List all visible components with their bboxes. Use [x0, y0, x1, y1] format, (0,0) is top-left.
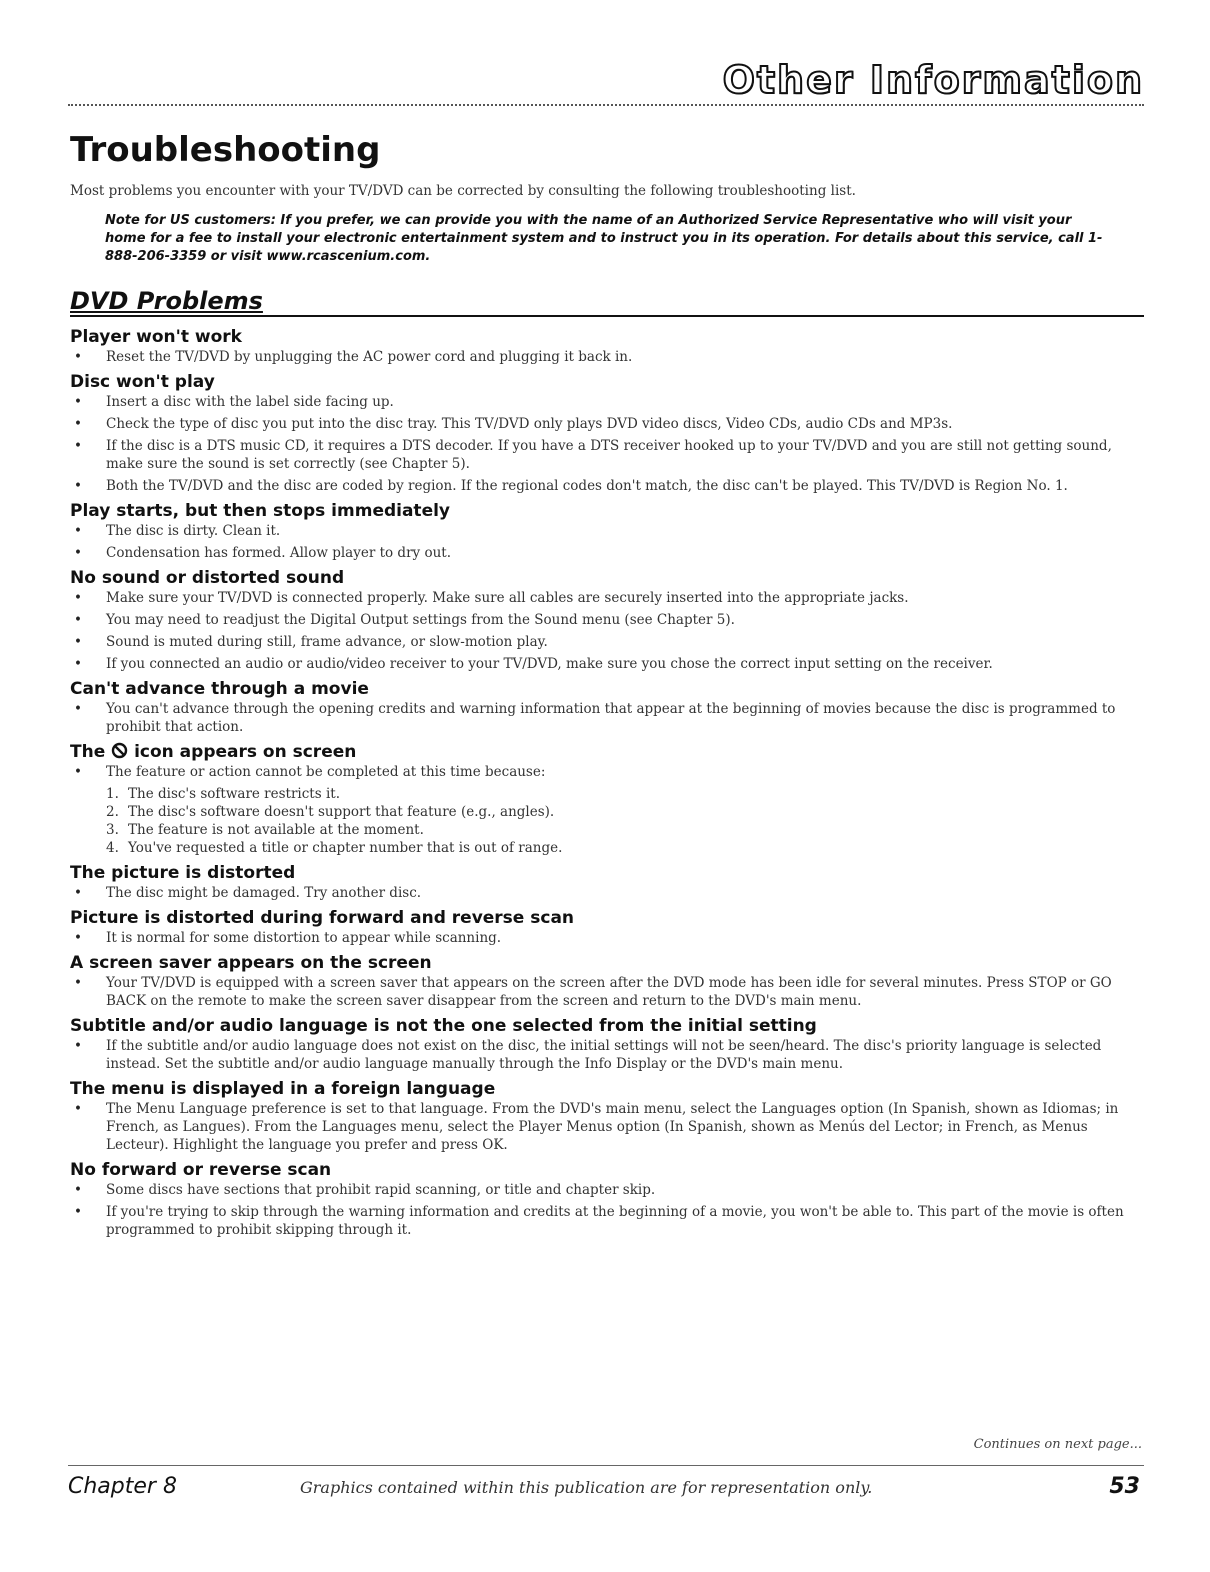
list-item: • If you're trying to skip through the warning information and credits at the beginning of a movie, you won't be able to. This part of the movie is often programmed to prohibit skipping through it. [70, 1203, 1145, 1239]
list-item: • If the subtitle and/or audio language does not exist on the disc, the initial settings will not be seen/heard. The disc's priority language is selected instead. Set the subtitle and/or audio language manually through the Info Display or the DVD's main menu. [70, 1037, 1145, 1073]
problem-heading: Picture is distorted during forward and reverse scan [70, 908, 575, 928]
list-item: • Insert a disc with the label side facing up. [70, 393, 1145, 411]
page-title: Troubleshooting [70, 130, 381, 170]
chapter-label: Chapter 8 [68, 1474, 177, 1499]
section-title: DVD Problems [70, 287, 263, 315]
list-item: • The Menu Language preference is set to that language. From the DVD's main menu, select the Languages option (In Spanish, shown as Idiomas; in French, as Langues). From the Languages menu, select the Player Menus option (In Spanish, shown as Menús del Lector; in French, as Menus Lecteur). Highlight the language you prefer and press OK. [70, 1100, 1145, 1154]
problem-foreign-menu [70, 1078, 1145, 1154]
problem-heading: A screen saver appears on the screen [70, 953, 432, 973]
list-item: • The feature or action cannot be completed at this time because: [70, 763, 1145, 781]
list-item: • Both the TV/DVD and the disc are coded by region. If the regional codes don't match, the disc can't be played. This TV/DVD is Region No. 1. [70, 477, 1145, 495]
footer-disclaimer: Graphics contained within this publication are for representation only. [300, 1478, 873, 1497]
problem-player-wont-work [70, 326, 1145, 366]
problem-scan-distorted [70, 907, 1145, 947]
header-divider [68, 104, 1144, 106]
list-item: • If the disc is a DTS music CD, it requires a DTS decoder. If you have a DTS receiver hooked up to your TV/DVD and you are still not getting sound, make sure the sound is set correctly (see Chapter 5). [70, 437, 1145, 473]
list-item: • Make sure your TV/DVD is connected properly. Make sure all cables are securely inserted into the appropriate jacks. [70, 589, 1145, 607]
running-head: Other Information [722, 58, 1144, 102]
problem-disc-wont-play [70, 371, 1145, 495]
continues-note: Continues on next page... [973, 1437, 1142, 1452]
footer-divider [68, 1465, 1144, 1466]
list-item: • Condensation has formed. Allow player to dry out. [70, 544, 1145, 562]
list-item: • Reset the TV/DVD by unplugging the AC power cord and plugging it back in. [70, 348, 1145, 366]
problem-heading: No sound or distorted sound [70, 568, 345, 588]
prohibited-icon [111, 742, 128, 765]
problem-heading: No forward or reverse scan [70, 1160, 332, 1180]
reason-item: 2. The disc's software doesn't support that feature (e.g., angles). [106, 804, 555, 820]
problem-heading: The menu is displayed in a foreign language [70, 1079, 496, 1099]
service-note: Note for US customers: If you prefer, we can provide you with the name of an Authorized Service Representative who will visit your home for a fee to install your electronic entertainment system and to instruct you in its operation. For details about this service, call 1-888-206-3359 or visit www.rcascenium.com. [105, 213, 1103, 264]
problem-picture-distorted [70, 862, 1145, 902]
troubleshooting-list [70, 326, 1145, 1244]
problem-play-stops [70, 500, 1145, 562]
problem-heading: Can't advance through a movie [70, 679, 369, 699]
list-item: • Your TV/DVD is equipped with a screen saver that appears on the screen after the DVD mode has been idle for several minutes. Press STOP or GO BACK on the remote to make the screen saver disappear from the screen and return to the DVD's main menu. [70, 974, 1145, 1010]
section-divider [70, 315, 1144, 317]
list-item: • The disc might be damaged. Try another disc. [70, 884, 1145, 902]
page-number: 53 [1109, 1474, 1140, 1499]
list-item: • It is normal for some distortion to appear while scanning. [70, 929, 1145, 947]
reason-item: 1. The disc's software restricts it. [106, 786, 340, 802]
list-item: • Sound is muted during still, frame advance, or slow-motion play. [70, 633, 1145, 651]
problem-subtitle-language [70, 1015, 1145, 1073]
problem-heading: Player won't work [70, 327, 242, 347]
list-item: • Some discs have sections that prohibit rapid scanning, or title and chapter skip. [70, 1181, 1145, 1199]
problem-no-sound [70, 567, 1145, 673]
list-item: • You may need to readjust the Digital Output settings from the Sound menu (see Chapter 5). [70, 611, 1145, 629]
reason-item: 3. The feature is not available at the moment. [106, 822, 424, 838]
list-item: • You can't advance through the opening credits and warning information that appear at the beginning of movies because the disc is programmed to prohibit that action. [70, 700, 1145, 736]
reason-item: 4. You've requested a title or chapter number that is out of range. [106, 840, 563, 856]
list-item: • The disc is dirty. Clean it. [70, 522, 1145, 540]
problem-no-scan [70, 1159, 1145, 1239]
list-item: • Check the type of disc you put into the disc tray. This TV/DVD only plays DVD video discs, Video CDs, audio CDs and MP3s. [70, 415, 1145, 433]
intro-text: Most problems you encounter with your TV/DVD can be corrected by consulting the following troubleshooting list. [70, 183, 856, 199]
problem-screen-saver [70, 952, 1145, 1010]
reason-list [70, 785, 1145, 857]
problem-prohibit-icon [70, 741, 1145, 857]
problem-heading [70, 741, 1145, 763]
heading-post: icon appears on screen [134, 742, 357, 762]
list-item: • If you connected an audio or audio/video receiver to your TV/DVD, make sure you chose the correct input setting on the receiver. [70, 655, 1145, 673]
problem-cant-advance [70, 678, 1145, 736]
problem-heading: Disc won't play [70, 372, 215, 392]
problem-heading: Play starts, but then stops immediately [70, 501, 451, 521]
heading-pre: The [70, 742, 106, 762]
problem-heading: Subtitle and/or audio language is not the one selected from the initial setting [70, 1016, 817, 1036]
problem-heading: The picture is distorted [70, 863, 296, 883]
